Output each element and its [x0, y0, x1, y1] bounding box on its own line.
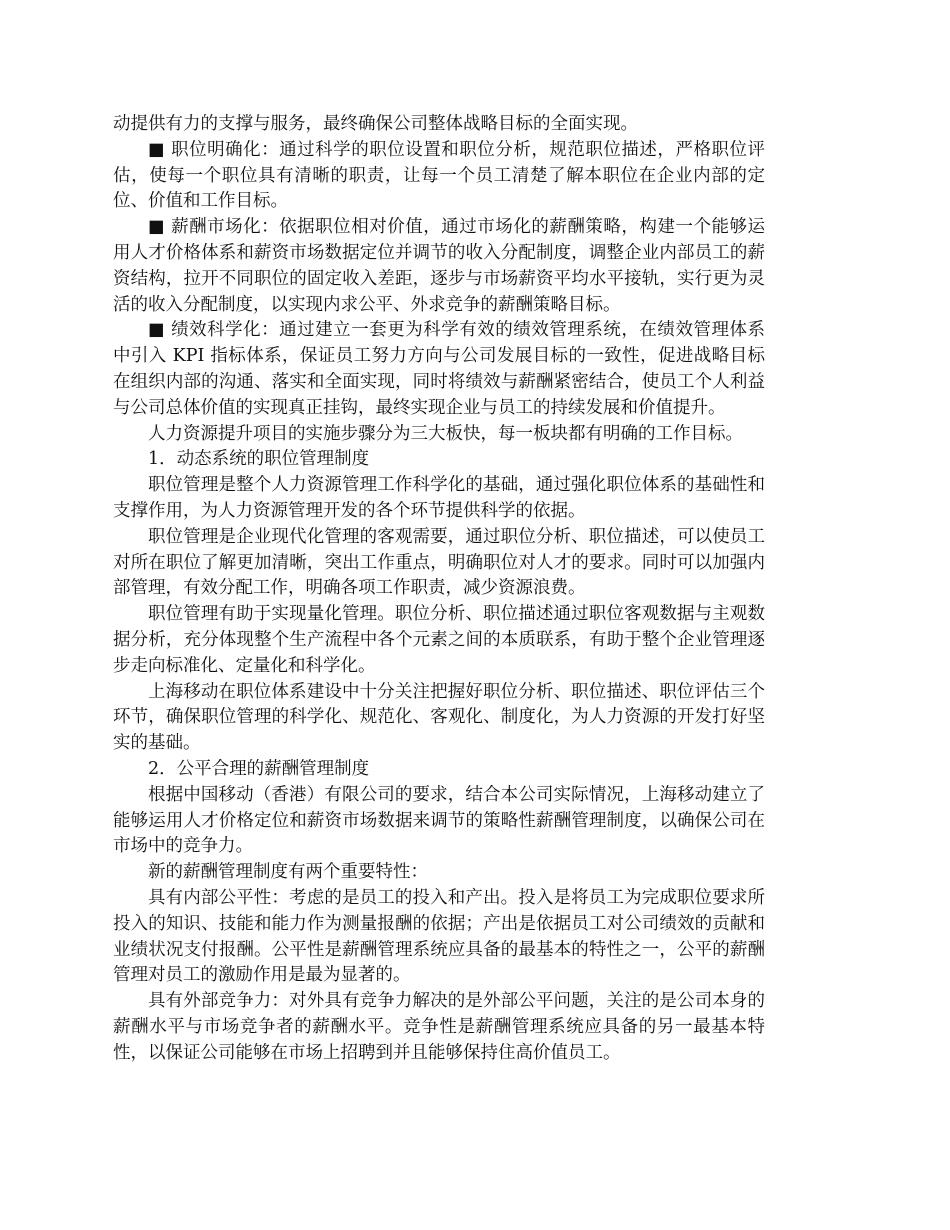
- paragraph: 上海移动在职位体系建设中十分关注把握好职位分析、职位描述、职位评估三个环节，确保职位管理的科学化、规范化、客观化、制度化，为人力资源的开发打好坚实的基础。: [113, 681, 765, 754]
- paragraph: 职位管理是整个人力资源管理工作科学化的基础，通过强化职位体系的基础性和支撑作用，为人力资源管理开发的各个环节提供科学的依据。: [113, 475, 765, 521]
- paragraph-continuation: 动提供有力的支撑与服务，最终确保公司整体战略目标的全面实现。: [113, 114, 638, 134]
- bullet-paragraph-position: ■ 职位明确化：通过科学的职位设置和职位分析，规范职位描述，严格职位评估，使每一个职位具有清晰的职责，让每一个员工清楚了解本职位在企业内部的定位、价值和工作目标。: [113, 139, 765, 212]
- square-bullet-icon: ■: [148, 320, 166, 341]
- bullet-paragraph-salary: ■ 薪酬市场化：依据职位相对价值，通过市场化的薪酬策略，构建一个能够运用人才价格体系和薪资市场数据定位并调节的收入分配制度，调整企业内部员工的薪资结构，拉开不同职位的固定收入差距，逐步与市场薪资平均水平接轨，实行更为灵活的收入分配制度，以实现内求公平、外求竞争的薪酬策略目标。: [113, 217, 765, 315]
- document-page: [113, 112, 765, 1066]
- paragraph-steps-intro: 人力资源提升项目的实施步骤分为三大板快，每一板块都有明确的工作目标。: [148, 423, 743, 444]
- paragraph: 具有外部竞争力：对外具有竞争力解决的是外部公平问题，关注的是公司本身的薪酬水平与市场竞争者的薪酬水平。竞争性是薪酬管理系统应具备的另一最基本特性，以保证公司能够在市场上招聘到并且能够保持住高价值员工。: [113, 991, 765, 1063]
- paragraph: 具有内部公平性：考虑的是员工的投入和产出。投入是将员工为完成职位要求所投入的知识、技能和能力作为测量报酬的依据；产出是依据员工对公司绩效的贡献和业绩状况支付报酬。公平性是薪酬管理系统应具备的最基本的特性之一，公平的薪酬管理对员工的激励作用是最为显著的。: [113, 887, 765, 986]
- section-heading-2: 2．公平合理的薪酬管理制度: [148, 758, 370, 779]
- paragraph: 职位管理有助于实现量化管理。职位分析、职位描述通过职位客观数据与主观数据分析，充分体现整个生产流程中各个元素之间的本质联系，有助于整个企业管理逐步走向标准化、定量化和科学化。: [113, 604, 765, 676]
- paragraph: 根据中国移动（香港）有限公司的要求，结合本公司实际情况，上海移动建立了能够运用人才价格定位和薪资市场数据来调节的策略性薪酬管理制度，以确保公司在市场中的竞争力。: [113, 784, 765, 857]
- bullet-paragraph-performance: ■ 绩效科学化：通过建立一套更为科学有效的绩效管理系统，在绩效管理体系中引入 KPI 指标体系，保证员工努力方向与公司发展目标的一致性，促进战略目标在组织内部的沟通、落实和全面实现，同时将绩效与薪酬紧密结合，使员工个人利益与公司总体价值的实现真正挂钩，最终实现企业与员工的持续发展和价值提升。: [113, 320, 765, 418]
- square-bullet-icon: ■: [148, 217, 166, 238]
- square-bullet-icon: ■: [148, 139, 166, 160]
- paragraph: 新的薪酬管理制度有两个重要特性：: [148, 862, 428, 883]
- paragraph: 职位管理是企业现代化管理的客观需要，通过职位分析、职位描述，可以使员工对所在职位了解更加清晰，突出工作重点，明确职位对人才的要求。同时可以加强内部管理，有效分配工作，明确各项工作职责，减少资源浪费。: [113, 526, 765, 599]
- section-heading-1: 1．动态系统的职位管理制度: [148, 449, 370, 470]
